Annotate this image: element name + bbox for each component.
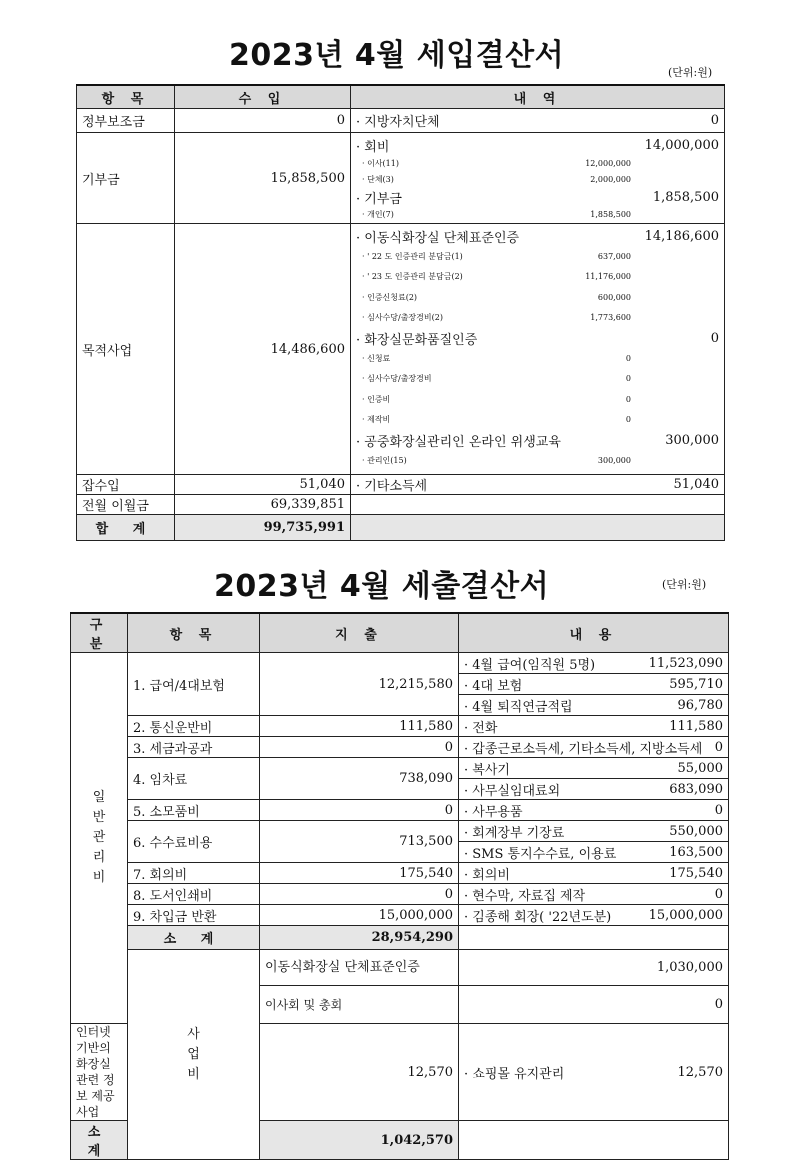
expense-header-category: 구 분 xyxy=(71,613,128,653)
detail-label: · 갑종근로소득세, 기타소득세, 지방소득세 xyxy=(464,741,703,757)
income-unit: (단위:원) xyxy=(668,66,713,79)
table-row xyxy=(71,863,729,884)
expense-amount: 713,500 xyxy=(260,821,459,863)
detail-value: 1,858,500 xyxy=(652,189,719,205)
income-amount: 51,040 xyxy=(175,475,351,495)
expense-header-item: 항 목 xyxy=(128,613,260,653)
detail-label: · 지방자치단체 xyxy=(356,115,440,130)
sub-value: 0 xyxy=(625,374,631,384)
detail-value: 12,570 xyxy=(677,1064,723,1080)
table-row xyxy=(71,716,729,737)
detail-value: 550,000 xyxy=(669,823,723,839)
detail-value: 0 xyxy=(710,330,719,346)
expense-item: 2. 통신운반비 xyxy=(128,716,260,737)
sub-label: · 심사수당/출장경비 xyxy=(362,374,432,384)
detail-label: · SMS 통지수수료, 이용료 xyxy=(464,846,617,862)
income-amount: 0 xyxy=(175,109,351,133)
table-row xyxy=(77,495,725,515)
income-item: 정부보조금 xyxy=(77,109,175,133)
detail-label: · 복사기 xyxy=(464,762,510,778)
detail-value: 11,523,090 xyxy=(648,655,723,671)
income-header-detail: 내 역 xyxy=(351,85,725,109)
expense-item: 4. 임차료 xyxy=(128,758,260,800)
income-amount: 15,858,500 xyxy=(175,133,351,224)
detail-label: · 회계장부 기장료 xyxy=(464,825,565,841)
table-row xyxy=(77,133,725,224)
income-item: 목적사업 xyxy=(77,224,175,475)
expense-item: 3. 세금과공과 xyxy=(128,737,260,758)
table-row xyxy=(71,905,729,926)
expense-item: 8. 도서인쇄비 xyxy=(128,884,260,905)
sub-label: · 단체(3) xyxy=(362,174,394,184)
expense-amount: 175,540 xyxy=(260,863,459,884)
table-row xyxy=(71,737,729,758)
expense-amount: 0 xyxy=(260,884,459,905)
income-amount: 69,339,851 xyxy=(175,495,351,515)
expense-item: 이사회 및 총회 xyxy=(260,986,459,1024)
detail-value: 15,000,000 xyxy=(648,907,723,923)
detail-value: 55,000 xyxy=(677,760,723,776)
expense-item: 9. 차입금 반환 xyxy=(128,905,260,926)
sub-label: · ' 23 도 인증관리 분담금(2) xyxy=(362,272,463,282)
sub-value: 0 xyxy=(625,353,631,363)
total-amount: 99,735,991 xyxy=(175,515,351,541)
expense-item: 인터넷기반의 화장실 관련 정보 제공사업 xyxy=(71,1024,128,1121)
detail-label: · 4대 보험 xyxy=(464,678,523,694)
detail-label: · 회비 xyxy=(356,139,390,155)
income-table xyxy=(76,84,725,541)
sub-value: 12,000,000 xyxy=(585,158,631,168)
sub-value: 0 xyxy=(625,394,631,404)
sub-label: · 이사(11) xyxy=(362,158,399,168)
expense-amount: 12,215,580 xyxy=(260,653,459,716)
detail-value: 0 xyxy=(714,802,723,818)
detail-value: 683,090 xyxy=(669,781,723,797)
expense-amount: 15,000,000 xyxy=(260,905,459,926)
detail-label: · 기타소득세 xyxy=(356,479,428,494)
sub-value: 11,176,000 xyxy=(585,272,631,282)
detail-label: · 4월 급여(임직원 5명) xyxy=(464,657,596,673)
income-header-amount: 수 입 xyxy=(175,85,351,109)
income-amount: 14,486,600 xyxy=(175,224,351,475)
category-business: 사 업 비 xyxy=(128,950,260,1160)
subtotal-amount: 28,954,290 xyxy=(260,926,459,950)
detail-label: · 이동식화장실 단체표준인증 xyxy=(356,230,520,246)
sub-label: · 개인(7) xyxy=(362,209,394,219)
income-header-item: 항 목 xyxy=(77,85,175,109)
table-row xyxy=(71,758,729,779)
expense-amount: 738,090 xyxy=(260,758,459,800)
expense-amount: 0 xyxy=(260,800,459,821)
sub-label: · 인증비 xyxy=(362,394,391,404)
subtotal-amount: 1,042,570 xyxy=(260,1121,459,1160)
sub-value: 600,000 xyxy=(597,292,631,302)
detail-value: 595,710 xyxy=(669,676,723,692)
sub-label: · 관리인(15) xyxy=(362,455,407,465)
expense-item: 이동식화장실 단체표준인증 xyxy=(260,950,459,986)
sub-value: 0 xyxy=(625,415,631,425)
sub-label: · 제작비 xyxy=(362,415,391,425)
income-item: 잡수입 xyxy=(77,475,175,495)
subtotal-label: 소 계 xyxy=(128,926,260,950)
table-row xyxy=(77,224,725,475)
expense-title: 2023년 4월 세출결산서 xyxy=(214,569,550,604)
income-item: 기부금 xyxy=(77,133,175,224)
expense-item: 7. 회의비 xyxy=(128,863,260,884)
detail-value: 51,040 xyxy=(673,477,719,492)
table-row xyxy=(71,800,729,821)
detail-value: 300,000 xyxy=(665,432,719,448)
category-general: 일 반 관 리 비 xyxy=(71,653,128,1024)
table-row xyxy=(77,109,725,133)
sub-label: · 인증신청료(2) xyxy=(362,292,418,302)
detail-label: · 현수막, 자료집 제작 xyxy=(464,888,586,904)
detail-value: 163,500 xyxy=(669,844,723,860)
subtotal-row xyxy=(71,926,729,950)
sub-value: 300,000 xyxy=(597,455,631,465)
expense-header-amount: 지 출 xyxy=(260,613,459,653)
table-row xyxy=(77,475,725,495)
detail-label: · 기부금 xyxy=(356,191,402,207)
expense-unit: (단위:원) xyxy=(662,578,707,591)
detail-value: 175,540 xyxy=(669,865,723,881)
detail-value: 14,000,000 xyxy=(644,137,719,153)
sub-value: 1,858,500 xyxy=(590,209,631,219)
detail-value: 0 xyxy=(710,113,719,128)
sub-value: 2,000,000 xyxy=(590,174,631,184)
expense-amount: 111,580 xyxy=(260,716,459,737)
detail-value: 14,186,600 xyxy=(644,228,719,244)
table-row xyxy=(71,821,729,842)
expense-header-detail: 내 용 xyxy=(459,613,729,653)
detail-label: · 4월 퇴직연금적립 xyxy=(464,699,573,715)
sub-label: · ' 22 도 인증관리 분담금(1) xyxy=(362,251,463,261)
detail-label: · 사무실임대료외 xyxy=(464,783,561,799)
sub-value: 1,773,600 xyxy=(590,313,631,323)
sub-value: 637,000 xyxy=(597,251,631,261)
detail-label: · 쇼핑몰 유지관리 xyxy=(464,1066,565,1082)
expense-item: 6. 수수료비용 xyxy=(128,821,260,863)
detail-label: · 사무용품 xyxy=(464,804,523,820)
detail-label: · 김종해 회장( '22년도분) xyxy=(464,909,612,925)
detail-value: 0 xyxy=(714,739,723,755)
expense-amount: 12,570 xyxy=(260,1024,459,1121)
income-item: 전월 이월금 xyxy=(77,495,175,515)
expense-item: 5. 소모품비 xyxy=(128,800,260,821)
detail-label: · 전화 xyxy=(464,720,498,736)
expense-amount: 0 xyxy=(459,986,729,1024)
expense-amount: 0 xyxy=(260,737,459,758)
expense-table xyxy=(70,612,729,1160)
table-row xyxy=(71,884,729,905)
detail-label: · 공중화장실관리인 온라인 위생교육 xyxy=(356,434,561,450)
sub-label: · 신청료 xyxy=(362,353,391,363)
detail-label: · 화장실문화품질인증 xyxy=(356,332,478,348)
detail-value: 0 xyxy=(714,886,723,902)
detail-label: · 회의비 xyxy=(464,867,510,883)
sub-label: · 심사수당/출장경비(2) xyxy=(362,313,443,323)
table-row xyxy=(71,950,729,986)
expense-item: 1. 급여/4대보험 xyxy=(128,653,260,716)
total-row xyxy=(77,515,725,541)
expense-amount: 1,030,000 xyxy=(459,950,729,986)
table-row xyxy=(71,653,729,674)
detail-value: 111,580 xyxy=(669,718,723,734)
subtotal-label: 소 계 xyxy=(71,1121,128,1160)
income-title: 2023년 4월 세입결산서 xyxy=(229,38,565,73)
detail-value: 96,780 xyxy=(677,697,723,713)
total-label: 합 계 xyxy=(77,515,175,541)
